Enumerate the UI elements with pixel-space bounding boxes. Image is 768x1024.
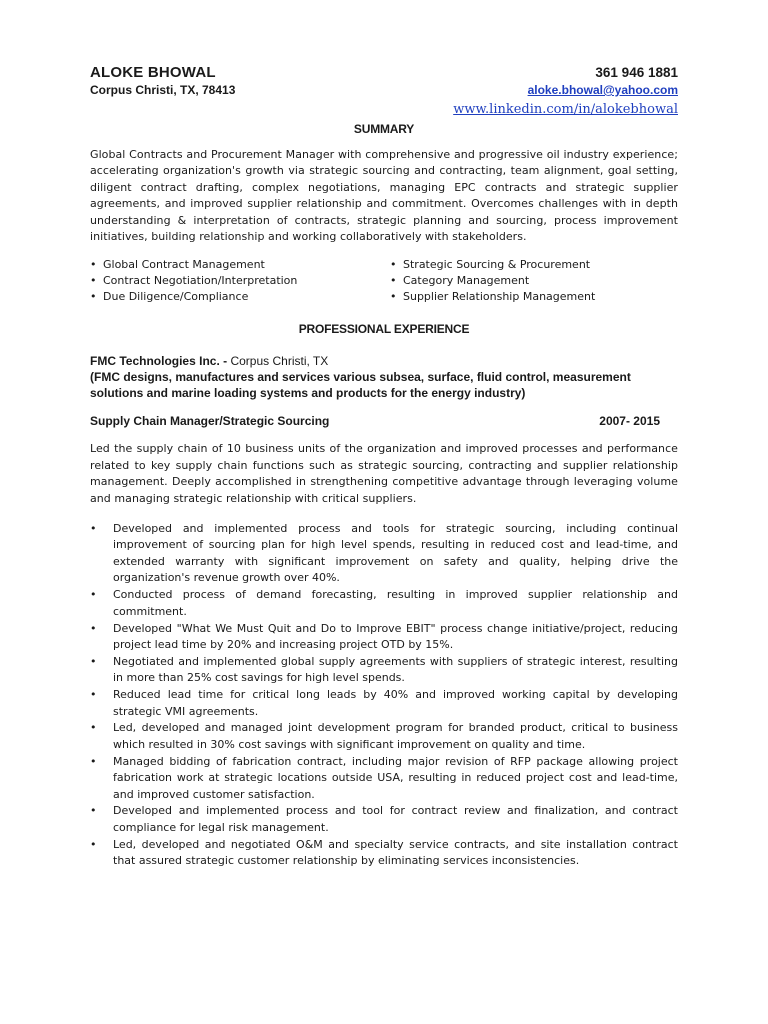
experience-heading: PROFESSIONAL EXPERIENCE [298, 322, 470, 337]
job-dates: 2007- 2015 [599, 414, 660, 429]
company-location: Corpus Christi, TX [227, 354, 329, 369]
achievement-item: • Led, developed and negotiated O&M and specialty service contracts, and site installation contract that assured strategic customer relationship by eliminating services inconsistencies. [90, 837, 678, 870]
achievement-item: • Developed and implemented process and tool for contract review and finalization, and contract compliance for legal risk management. [90, 803, 678, 836]
skill-item: • Strategic Sourcing & Procurement [390, 257, 595, 273]
skills-column-left [90, 257, 390, 305]
skill-item: • Category Management [390, 273, 595, 289]
achievement-item: • Conducted process of demand forecasting, resulting in improved supplier relationship and commitment. [90, 587, 678, 620]
skill-item: • Contract Negotiation/Interpretation [90, 273, 390, 289]
company-name: FMC Technologies Inc. - [90, 354, 228, 369]
achievement-list [90, 521, 678, 870]
skill-item: • Due Diligence/Compliance [90, 289, 390, 305]
linkedin-link[interactable]: www.linkedin.com/in/alokebhowal [453, 102, 678, 117]
achievement-item: • Led, developed and managed joint development program for branded product, critical to business which resulted in 30% cost savings with significant improvement on quality and time. [90, 720, 678, 753]
company-description: (FMC designs, manufactures and services various subsea, surface, fluid control, measurement solutions and marine loading systems and products for the energy industry) [90, 370, 631, 401]
header-second-row [90, 83, 678, 97]
header-top-row [90, 64, 678, 81]
achievement-item: • Managed bidding of fabrication contract, including major revision of RFP package allowing project fabrication work at strategic locations outside USA, resulting in reduced project cost and lead-time, and improved customer satisfaction. [90, 754, 678, 803]
achievement-item: • Developed and implemented process and tools for strategic sourcing, including continual improvement of sourcing plan for high level spends, resulting in reduced cost and lead-time, and extended warranty with significant improvement on safety and quality, helping drive the organization's revenue growth over 40%. [90, 521, 678, 587]
job-title: Supply Chain Manager/Strategic Sourcing [90, 414, 330, 429]
achievement-item: • Developed "What We Must Quit and Do to Improve EBIT" process change initiative/project, reducing project lead time by 20% and increasing project OTD by 15%. [90, 621, 678, 654]
company-line [90, 353, 678, 369]
skill-item: • Supplier Relationship Management [390, 289, 595, 305]
achievement-item: • Reduced lead time for critical long leads by 40% and improved working capital by developing strategic VMI agreements. [90, 687, 678, 720]
summary-heading: SUMMARY [353, 122, 415, 136]
email-link[interactable]: aloke.bhowal@yahoo.com [527, 83, 678, 97]
phone-number: 361 946 1881 [595, 65, 678, 80]
skill-item: • Global Contract Management [90, 257, 390, 273]
job-title-row [90, 414, 678, 428]
job-summary: Led the supply chain of 10 business units of the organization and improved processes and performance related to key supply chain functions such as strategic sourcing, contracting and supplier relationship management. Deeply accomplished in strengthening competitive advantage through leveraging volume and managing strategic relationship with critical suppliers. [90, 442, 678, 505]
location: Corpus Christi, TX, 78413 [90, 83, 236, 97]
candidate-name: ALOKE BHOWAL [90, 64, 216, 81]
linkedin-row [90, 98, 678, 117]
resume-page [90, 64, 678, 870]
summary-text: Global Contracts and Procurement Manager with comprehensive and progressive oil industry experience; accelerating organization's growth via strategic sourcing and contracting, team alignment, goal setting, diligent contract drafting, complex negotiations, managing EPC contracts and strategic supplier agreements, and improved supplier relationship and commitment. Overcomes challenges with in depth understanding & interpretation of contracts, strategic planning and sourcing, process improvement initiatives, building relationship and working collaboratively with stakeholders. [90, 148, 678, 244]
skills-column-right [390, 257, 595, 305]
skills-list [90, 257, 678, 305]
achievement-item: • Negotiated and implemented global supply agreements with suppliers of strategic interest, resulting in more than 25% cost savings for high level spends. [90, 654, 678, 687]
